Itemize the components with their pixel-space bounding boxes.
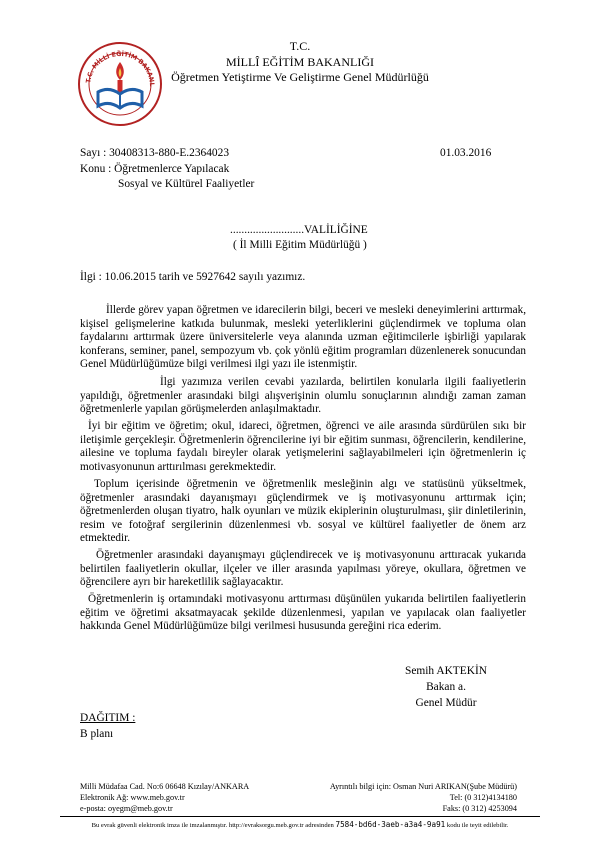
document-date: 01.03.2016	[440, 147, 492, 159]
document-number: Sayı : 30408313-880-E.2364023	[80, 147, 230, 159]
paragraph-2: İlgi yazımıza verilen cevabi yazılarda, belirtilen konularla ilgili faaliyetlerin yapıldığı, öğretmenler arasındaki bilgi alışverişinin olumlu sonuçlarının alındığı zaman zaman öğretmenlerle yapılan görüşmelerden anlaşılmaktadır.	[80, 376, 526, 416]
verification-suffix: kodu ile teyit edilebilir.	[446, 822, 509, 829]
footer-fax: Faks: (0 312) 4253094	[442, 804, 517, 813]
signatory-role1: Bakan a.	[426, 681, 466, 693]
distribution-title: DAĞITIM :	[80, 712, 136, 724]
signatory-name: Semih AKTEKİN	[405, 665, 487, 677]
footer-phone: Tel: (0 312)4134180	[449, 793, 517, 802]
svg-text:T.C. MİLLİ EĞİTİM BAKANLIĞI: T.C. MİLLİ EĞİTİM BAKANL	[85, 50, 156, 87]
paragraph-4: Toplum içerisinde öğretmenin ve öğretmenlik mesleğinin algı ve statüsünü yükseltmek, öğretmenler arasındaki dayanışmayı güçlendirmek ve iş motivasyonunu arttırmak için; öğretmenlerden oluşan tiyatro, halk oyunları ve müzik ekiplerinin oluşturulması, şiir dinletilerinin, resim ve fotoğraf sergilerinin düzenlenmesi vb. sosyal ve kültürel faaliyetler de önem arz etmektedir.	[80, 478, 526, 545]
subject-line2: Sosyal ve Kültürel Faaliyetler	[118, 178, 255, 190]
reference-line: İlgi : 10.06.2015 tarih ve 5927642 sayılı yazımız.	[80, 271, 306, 283]
paragraph-1: İllerde görev yapan öğretmen ve idarecilerin bilgi, beceri ve mesleki deneyimlerini arttırmak, kişisel gelişmelerine katkıda bulunmak, mesleki yeterliklerini güçlendirmek ve topluma olan faydalarını arttırmak üzere üniversitelerle veya alanında uzman eğitimcilerle işbirliği yapılarak konferans, seminer, panel, sempozyum vb. çok yönlü eğitim programları düzenlenerek sonucundan Genel Müdürlüğümüze bilgi verilmesi ilgi yazı ile istenmiştir.	[80, 304, 526, 371]
verification-note	[58, 820, 542, 831]
verification-code: 7584-bd6d-3aeb-a3a4-9a91	[335, 820, 446, 829]
header-directorate: Öğretmen Yetiştirme Ve Geliştirme Genel Müdürlüğü	[171, 70, 429, 84]
footer-divider	[60, 816, 540, 817]
addressee-line1: ..........................VALİLİĞİNE	[230, 224, 368, 236]
subject-line1: Konu : Öğretmenlerce Yapılacak	[80, 163, 230, 175]
signatory-role2: Genel Müdür	[415, 697, 477, 709]
header-ministry: MİLLÎ EĞİTİM BAKANLIĞI	[226, 55, 374, 69]
footer-address: Milli Müdafaa Cad. No:6 06648 Kızılay/ANKARA	[80, 782, 250, 791]
addressee-line2: ( İl Milli Eğitim Müdürlüğü )	[233, 239, 367, 251]
footer-website: Elektronik Ağ: www.meb.gov.tr	[80, 793, 185, 802]
header-tc: T.C.	[289, 39, 311, 53]
footer-contact-person: Ayrıntılı bilgi için: Osman Nuri ARIKAN(Şube Müdürü)	[329, 782, 517, 791]
paragraph-3: İyi bir eğitim ve öğretim; okul, idareci, öğretmen, öğrenci ve aile arasında sürdürülen sıkı bir iletişimle gerçekleşir. Öğretmenlerin öğrencilerine iyi bir eğitim sunması, öğrencilerin, kendilerine, ailesine ve topluma faydalı bireyler olarak yetişmelerini sağlayabilmeleri için öğretmenlerin iç motivasyonunun arttırılması gerekmektedir.	[80, 420, 526, 473]
distribution-item: B planı	[80, 728, 114, 740]
paragraph-5: Öğretmenler arasındaki dayanışmayı güçlendirecek ve iş motivasyonunu arttıracak yukarıda belirtilen faaliyetlerin okullar, ilçeler ve iller arasında yapılması yöreye, okullara, öğretmen ve öğrencilere ayrı bir hareketlilik sağlayacaktır.	[80, 549, 526, 589]
verification-prefix: Bu evrak güvenli elektronik imza ile imzalanmıştır. http://evraksorgu.meb.gov.tr adresinden	[91, 822, 334, 829]
footer-email: e-posta: oyegm@meb.gov.tr	[80, 804, 173, 813]
paragraph-6: Öğretmenlerin iş ortamındaki motivasyonu arttırması düşünülen yukarıda belirtilen faaliyetlerin eğitim ve öğretimi aksatmayacak şekilde düzenlenmesi, yapılan ve yapılacak olan faaliyetler hakkında Genel Müdürlüğümüze bilgi verilmesi hususunda gereğini rica ederim.	[80, 593, 526, 633]
